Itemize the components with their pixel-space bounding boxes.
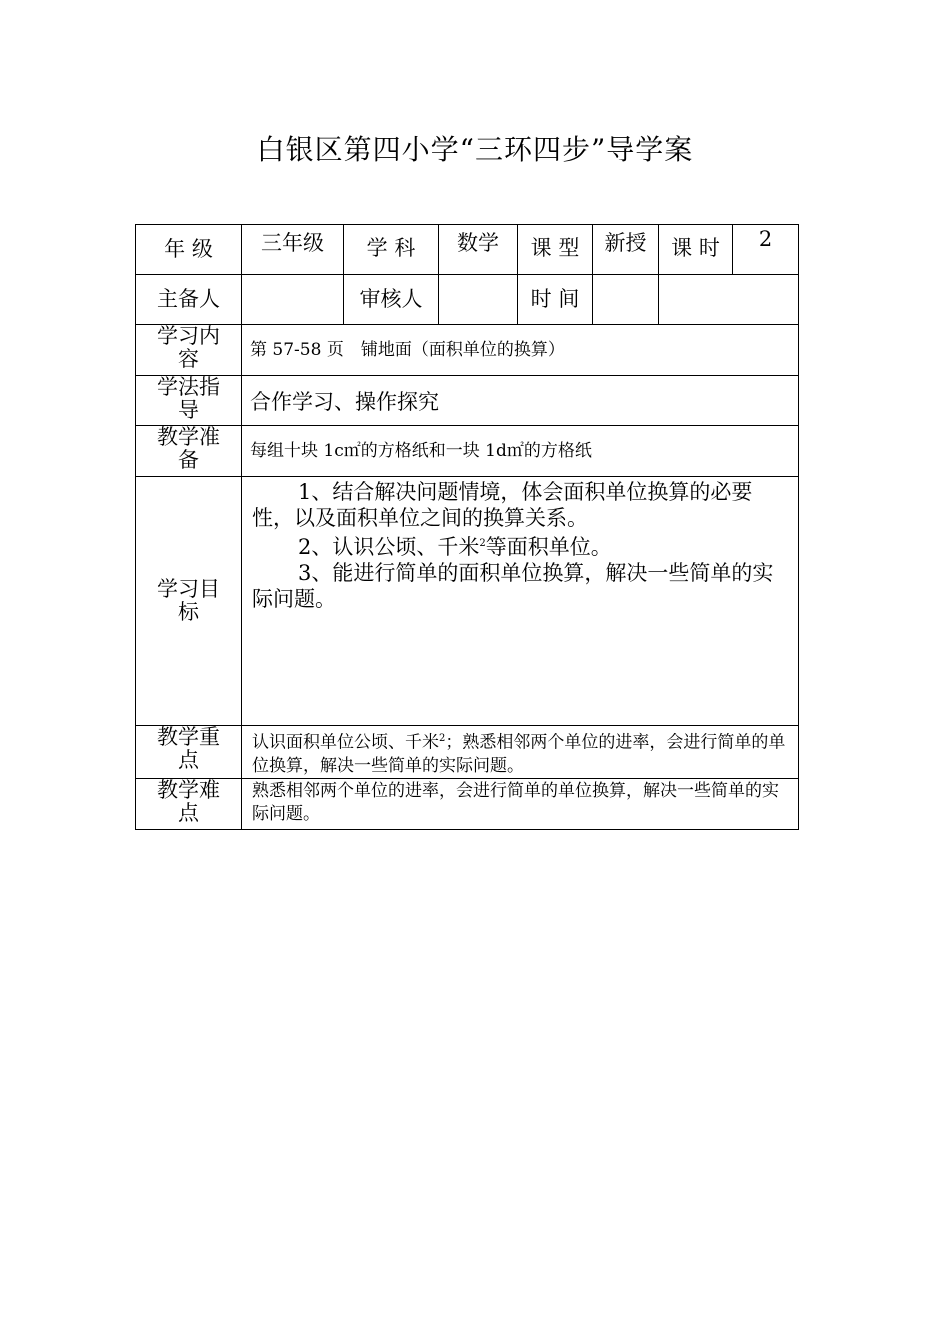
preparer-value	[242, 275, 344, 325]
difficult-points-label	[136, 778, 242, 829]
method-label-line1: 学法指	[157, 375, 220, 399]
key-points-pre: 认识面积单位公顷、千米	[252, 732, 439, 753]
staff-row	[136, 275, 799, 325]
period-value: 2	[758, 227, 773, 251]
content-label-line1: 学习内	[157, 324, 220, 348]
key-points-post: ；熟悉相邻两个单位的进率，会进行简单的单位换算，解决一些简单的实际问题。	[252, 732, 786, 776]
method-value: 合作学习、操作探究	[250, 389, 439, 414]
goal-item-1: 1、结合解决问题情境，体会面积单位换算的必要性，以及面积单位之间的换算关系。	[252, 480, 753, 530]
period-label: 课 时	[671, 236, 720, 260]
goal-item-2-pre: 2、认识公顷、千米	[298, 535, 480, 559]
method-label	[136, 376, 242, 426]
time-label: 时 间	[518, 275, 593, 325]
goals-value-cell	[242, 477, 799, 726]
difficult-points-value: 熟悉相邻两个单位的进率，会进行简单的单位换算，解决一些简单的实际问题。	[252, 780, 779, 824]
difficult-points-row	[136, 778, 799, 829]
prep-value: 每组十块 1c㎡的方格纸和一块 1d㎡的方格纸	[250, 440, 592, 461]
method-row	[136, 376, 799, 426]
subject-label-cell	[344, 225, 439, 275]
subject-value: 数学	[457, 231, 499, 255]
key-points-value-cell	[242, 726, 799, 779]
key-points-value	[242, 726, 798, 778]
prep-row	[136, 426, 799, 477]
prep-label	[136, 426, 242, 477]
subject-value-cell	[439, 225, 518, 275]
goal-item-2-post: 等面积单位。	[485, 535, 612, 559]
goal-item-3: 3、能进行简单的面积单位换算，解决一些简单的实际问题。	[252, 561, 774, 611]
document-title: 白银区第四小学“三环四步”导学案	[256, 133, 694, 166]
difficult-points-label-line2: 点	[178, 800, 199, 825]
goals-label	[136, 477, 242, 726]
goal-item-2	[252, 531, 790, 560]
empty-cell	[659, 275, 799, 325]
content-label-line2: 容	[178, 347, 199, 371]
difficult-points-value-cell	[242, 778, 799, 829]
goal-item-2-sup: 2	[479, 538, 486, 549]
prep-label-line2: 备	[178, 448, 199, 472]
period-label-cell	[659, 225, 733, 275]
key-points-label-line1: 教学重	[157, 725, 220, 749]
lesson-type-label-cell	[518, 225, 593, 275]
content-row	[136, 325, 799, 376]
grade-label: 年 级	[136, 225, 242, 275]
method-value-cell	[242, 376, 799, 426]
content-value: 第 57-58 页 铺地面（面积单位的换算）	[250, 339, 565, 360]
difficult-points-label-line1: 教学难	[157, 777, 220, 802]
header-row	[136, 225, 799, 275]
time-value	[593, 275, 659, 325]
goals-label-line2: 标	[178, 600, 199, 624]
period-value-cell	[733, 225, 799, 275]
reviewer-value	[439, 275, 518, 325]
key-points-sup: 2	[439, 733, 446, 744]
key-points-label-line2: 点	[178, 748, 199, 772]
lesson-type-value-cell	[593, 225, 659, 275]
reviewer-label: 审核人	[344, 275, 439, 325]
method-label-line2: 导	[178, 398, 199, 422]
grade-value-cell	[242, 225, 344, 275]
preparer-label: 主备人	[136, 275, 242, 325]
prep-label-line1: 教学准	[157, 425, 220, 449]
key-points-row	[136, 726, 799, 779]
lesson-plan-table	[135, 224, 799, 830]
content-label	[136, 325, 242, 376]
goals-list	[242, 477, 798, 612]
grade-value: 三年级	[261, 231, 324, 255]
content-value-cell	[242, 325, 799, 376]
subject-label: 学 科	[366, 236, 416, 260]
goals-row	[136, 477, 799, 726]
prep-value-cell	[242, 426, 799, 477]
key-points-label	[136, 726, 242, 779]
lesson-type-value: 新授	[604, 231, 647, 255]
goals-label-line1: 学习目	[157, 577, 220, 601]
lesson-type-label: 课 型	[530, 236, 580, 260]
